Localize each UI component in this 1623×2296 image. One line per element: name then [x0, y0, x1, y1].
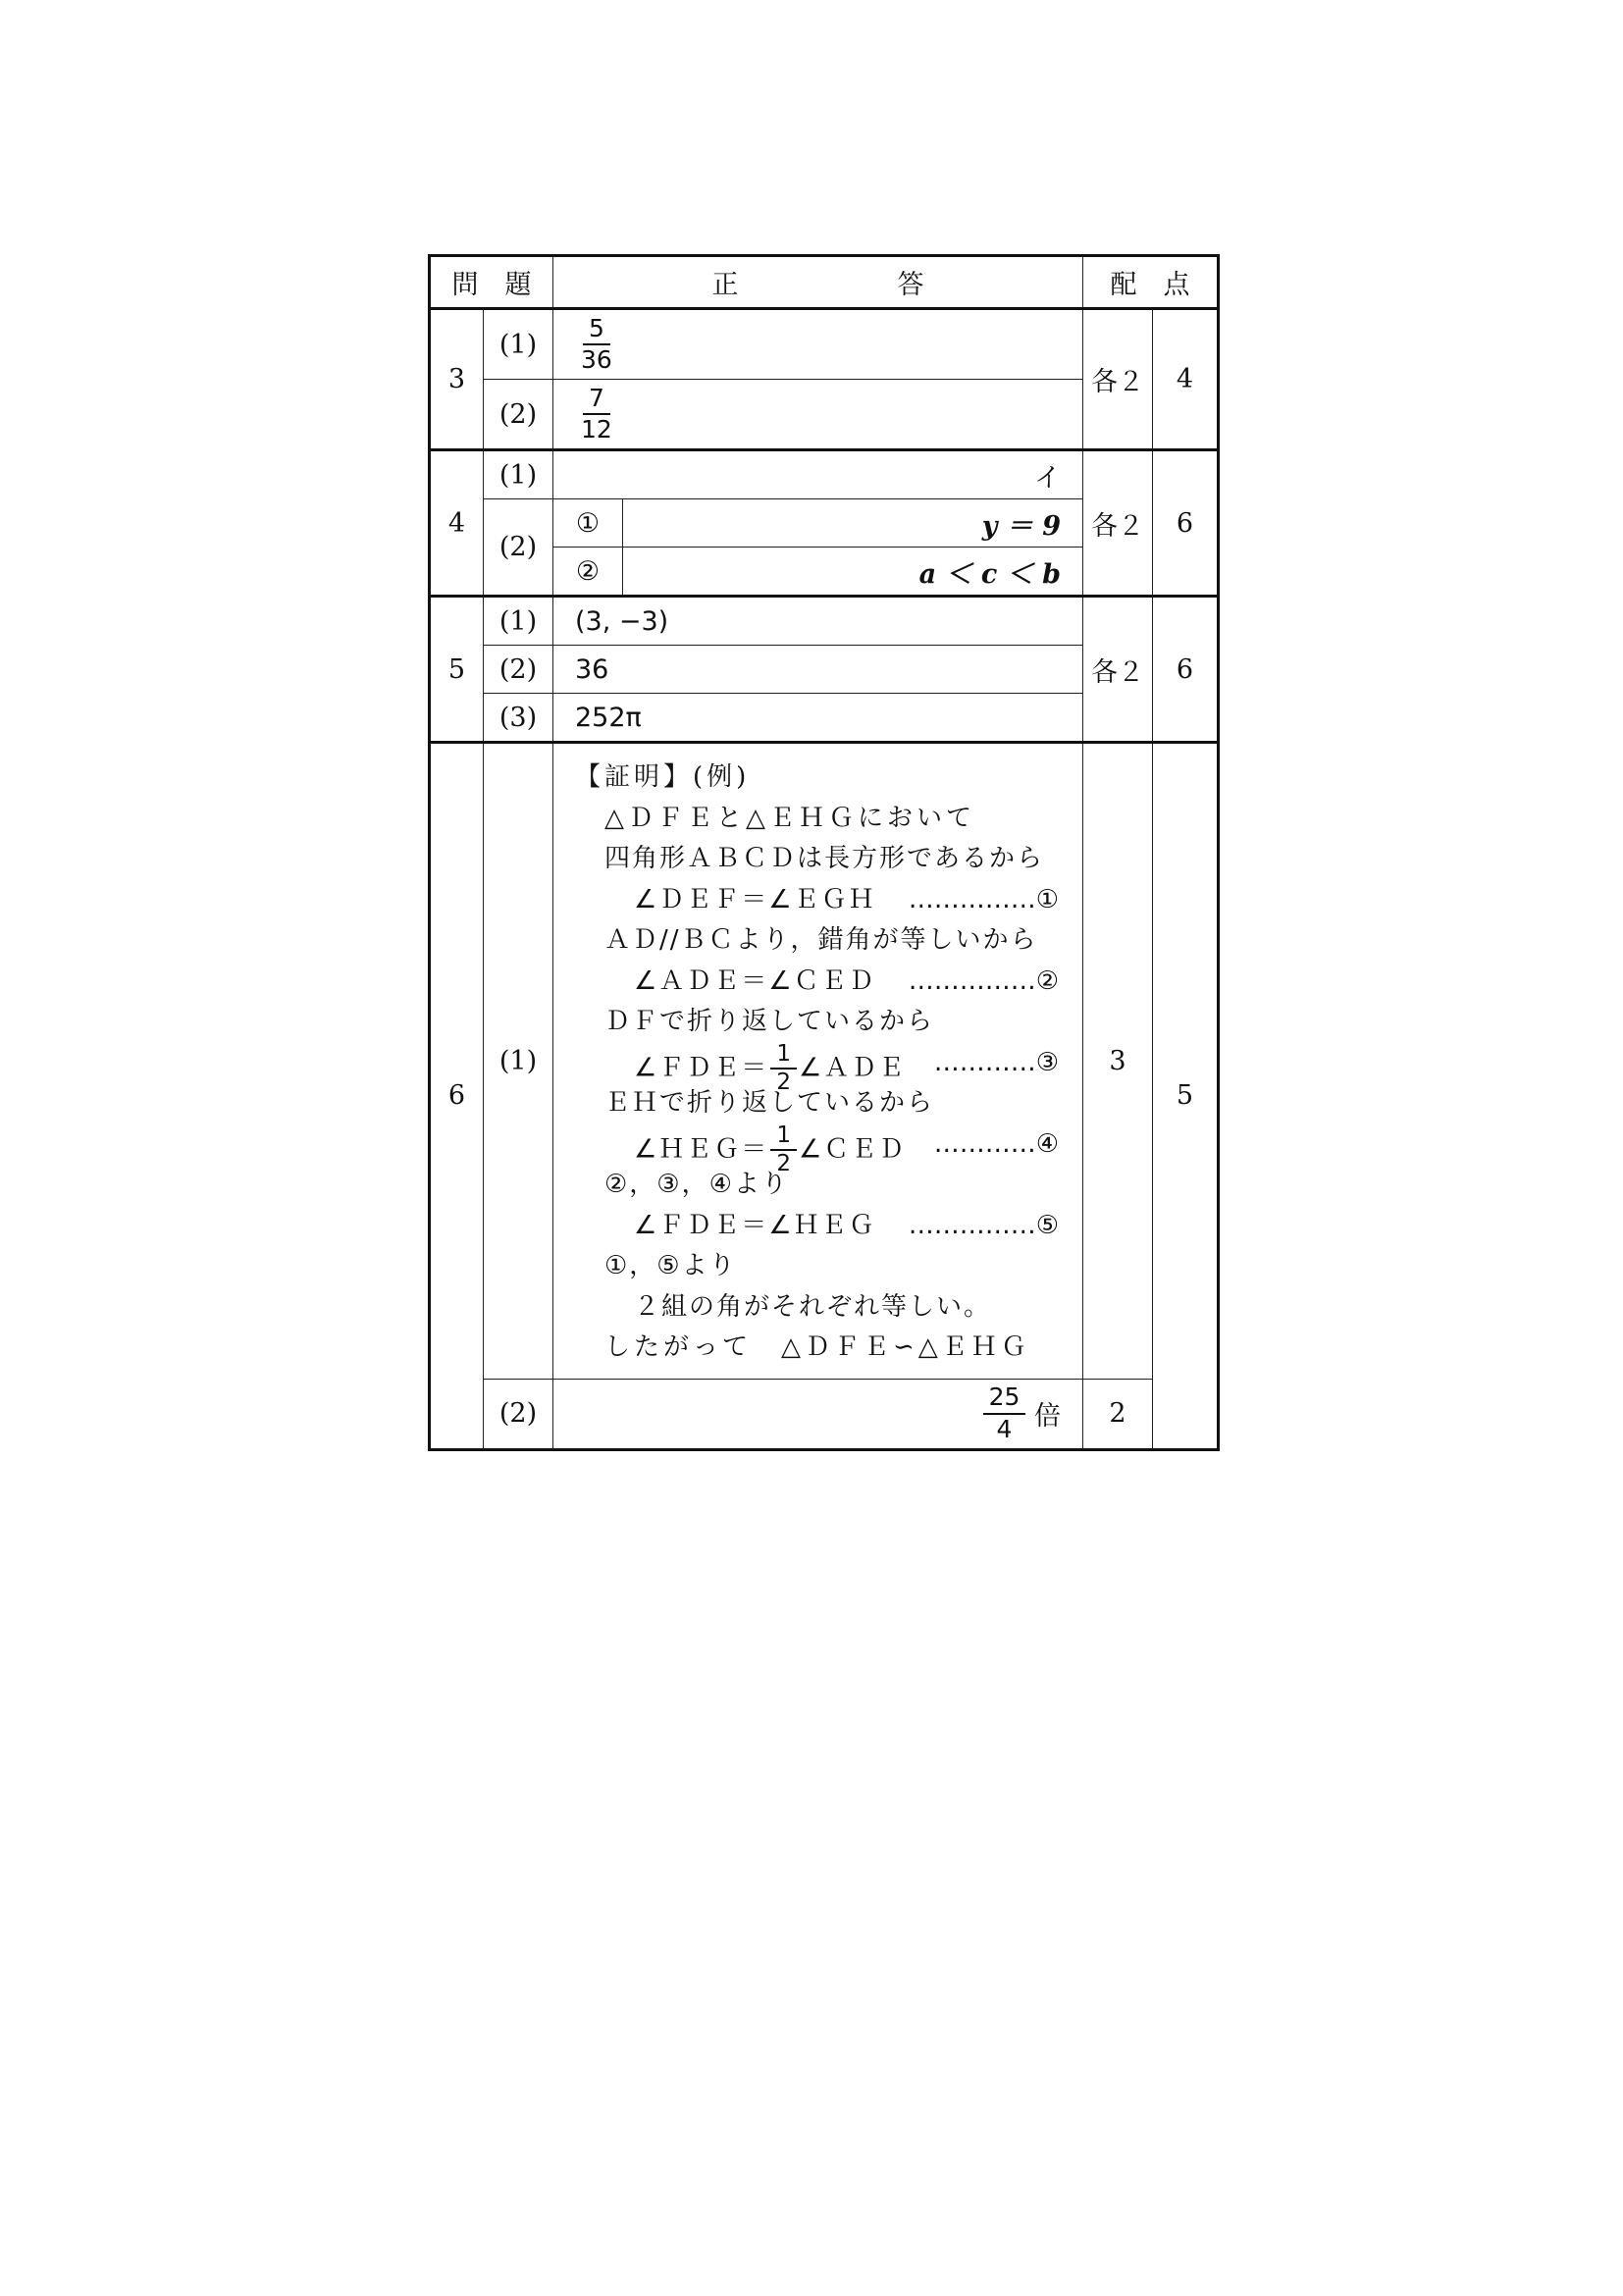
- proof-line-6-text: ∠ＡＤＥ＝∠ＣＥＤ: [634, 965, 876, 996]
- q6-p2-points: 2: [1083, 1379, 1153, 1449]
- q5-p3-answer: 252π: [553, 694, 1083, 743]
- q5-p1-answer: (3, −3): [553, 597, 1083, 646]
- q3-p1-numerator: 5: [583, 316, 610, 345]
- q5-number: 5: [430, 597, 484, 743]
- proof-line-10-denominator: 2: [776, 1150, 791, 1176]
- q4-p2-label: (2): [484, 499, 553, 597]
- q3-each-points: 各２: [1083, 309, 1153, 450]
- proof-line-9: ＥＨで折り返しているから: [604, 1088, 935, 1118]
- q4-p1-answer: イ: [553, 450, 1083, 499]
- proof-line-8-marker: …………③: [933, 1047, 1059, 1077]
- q3-p2-fraction: [575, 383, 618, 444]
- proof-line-13: ①，⑤より: [604, 1251, 737, 1280]
- q6-row-2: [430, 1379, 1219, 1449]
- q6-p2-numerator: 25: [983, 1384, 1026, 1414]
- q6-p1-points: 3: [1083, 743, 1153, 1380]
- q4-p2b-cell: [553, 548, 1083, 597]
- proof-line-8-numerator: 1: [770, 1043, 797, 1070]
- q3-p2-label: (2): [484, 380, 553, 450]
- proof-line-10-marker: …………④: [933, 1128, 1059, 1159]
- q6-p2-denominator: 4: [996, 1414, 1013, 1443]
- q3-p1-denominator: 36: [581, 345, 612, 374]
- q5-p1-label: (1): [484, 597, 553, 646]
- proof-line-7: ＤＦで折り返しているから: [604, 1007, 935, 1036]
- proof-line-11: ②，③，④より: [604, 1170, 789, 1199]
- q4-p2b-marker: ②: [553, 548, 623, 595]
- q6-p1-label: (1): [484, 743, 553, 1380]
- q3-row-1: [430, 309, 1219, 380]
- proof-line-10-numerator: 1: [770, 1124, 797, 1151]
- q3-p2-denominator: 12: [581, 415, 612, 444]
- proof-line-10-text-b: ∠ＣＥＤ: [798, 1134, 907, 1164]
- q4-p2a-marker: ①: [553, 499, 623, 547]
- q3-p1-fraction: [575, 313, 618, 374]
- q4-p2a-answer: y ＝ 9: [981, 510, 1061, 542]
- q6-p2-answer: [553, 1379, 1083, 1449]
- q4-p2a-cell: [553, 499, 1083, 548]
- q5-total-points: 6: [1153, 597, 1219, 743]
- q3-total-points: 4: [1153, 309, 1219, 450]
- q5-each-points: 各２: [1083, 597, 1153, 743]
- proof-line-6: [575, 962, 1082, 1003]
- proof-line-4-text: ∠ＤＥＦ＝∠ＥＧＨ: [634, 884, 876, 914]
- proof-line-4: [575, 880, 1082, 921]
- answer-key-table: [428, 254, 1220, 1451]
- proof-line-1: 【証明】(例): [575, 762, 751, 792]
- q3-p2-numerator: 7: [583, 386, 610, 415]
- proof-line-12-text: ∠ＦＤＥ＝∠ＨＥＧ: [634, 1210, 876, 1240]
- q3-number: 3: [430, 309, 484, 450]
- header-question: 問 題: [430, 256, 553, 309]
- q4-p2b-answer: a ＜ c ＜ b: [918, 558, 1061, 590]
- proof-line-5: ＡＤ//ＢＣより，錯角が等しいから: [604, 925, 1038, 955]
- proof-line-15: したがって △ＤＦＥ∽△ＥＨＧ: [604, 1332, 1030, 1362]
- q6-p2-label: (2): [484, 1379, 553, 1449]
- q4-each-points: 各２: [1083, 450, 1153, 597]
- proof-line-8-denominator: 2: [776, 1069, 791, 1095]
- proof-line-12: [575, 1206, 1082, 1247]
- proof-line-10-text-a: ∠ＨＥＧ＝: [634, 1134, 769, 1164]
- q4-p2a-inner: [553, 499, 1082, 547]
- proof-line-10: [575, 1122, 1082, 1176]
- header-points: 配 点: [1083, 256, 1219, 309]
- q5-row-1: [430, 597, 1219, 646]
- q4-row-1: [430, 450, 1219, 499]
- proof-line-8-text-a: ∠ＦＤＥ＝: [634, 1053, 769, 1082]
- proof-line-8: [575, 1040, 1082, 1095]
- q6-row-1: [430, 743, 1219, 1380]
- q6-p2-fraction: [983, 1384, 1026, 1442]
- q4-p2b-inner: [553, 548, 1082, 595]
- q6-p2-unit: 倍: [1034, 1401, 1061, 1432]
- proof-line-12-marker: ……………⑤: [908, 1210, 1059, 1240]
- q4-number: 4: [430, 450, 484, 597]
- q4-total-points: 6: [1153, 450, 1219, 597]
- q6-p1-proof: [553, 743, 1083, 1380]
- q3-p1-answer: [553, 309, 1083, 380]
- proof-line-6-marker: ……………②: [908, 965, 1059, 996]
- proof-line-4-marker: ……………①: [908, 884, 1059, 914]
- proof-line-3: 四角形ＡＢＣＤは長方形であるから: [604, 844, 1045, 873]
- q3-p1-label: (1): [484, 309, 553, 380]
- q6-number: 6: [430, 743, 484, 1450]
- q5-p3-label: (3): [484, 694, 553, 743]
- q6-total-points: 5: [1153, 743, 1219, 1450]
- q4-p1-label: (1): [484, 450, 553, 499]
- table-header: [430, 256, 1219, 309]
- q5-p2-answer: 36: [553, 646, 1083, 694]
- header-answer: 正 答: [553, 256, 1083, 309]
- proof-line-2: △ＤＦＥと△ＥＨＧにおいて: [604, 803, 975, 833]
- q3-p2-answer: [553, 380, 1083, 450]
- q5-p2-label: (2): [484, 646, 553, 694]
- proof-line-8-text-b: ∠ＡＤＥ: [798, 1053, 907, 1082]
- proof-line-14: ２組の角がそれぞれ等しい。: [634, 1291, 992, 1322]
